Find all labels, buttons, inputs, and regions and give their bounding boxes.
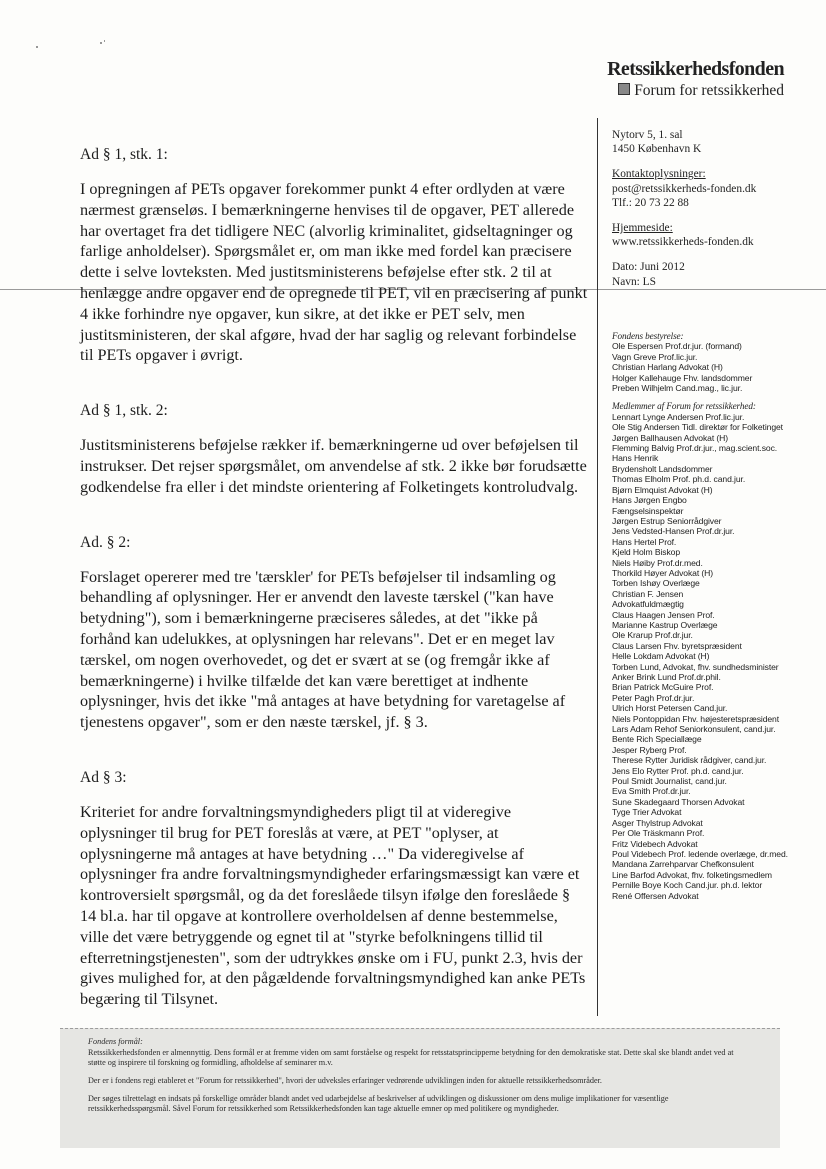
section-body: Kriteriet for andre forvaltningsmyndigheders pligt til at videregive oplysninger til brug for PET foreslås at være, at PET "oplyser, at oplysningerne må antages at have betydning …" Da videregivelse af oplysninger fra andre forvaltningsmyndigheder erfaringsmæssigt kan være et kontroversielt spørgsmål, og da det foreslåede tilsyn ifølge den foreslåede § 14 bl.a. har til opgave at kontrollere overholdelsen af denne bestemmelse, ville det være betryggende og egnet til at "styrke befolkningens tillid til efterretningstjenesten", som der udtrykkes ønske om i FU, punkt 2.3, hvis der gives mulighed for, at den pågældende forvaltningsmyndighed kan anke PETs begæring til Tilsynet. <box>80 802 586 1009</box>
member-entry: Niels Høiby Prof.dr.med. <box>612 557 703 568</box>
section-gap <box>80 733 590 769</box>
forum-group <box>612 401 817 901</box>
member-entry: Peter Pagh Prof.dr.jur. <box>612 692 695 703</box>
section-heading: Ad § 3: <box>80 768 127 786</box>
member-entry: Advokatfuldmægtig <box>612 599 684 610</box>
member-entry: Brian Patrick McGuire Prof. <box>612 682 714 693</box>
contact-label: Kontaktoplysninger: <box>612 168 706 181</box>
square-bullet-icon <box>618 83 630 95</box>
forum-members <box>612 412 817 901</box>
section-3 <box>80 534 590 733</box>
member-entry: Lars Adam Rehof Seniorkonsulent, cand.jur. <box>612 724 776 735</box>
member-entry: Vagn Greve Prof.lic.jur. <box>612 351 698 362</box>
board-list <box>612 331 817 909</box>
member-entry: Christian Harlang Advokat (H) <box>612 362 723 373</box>
member-entry: Mandana Zarrehparvar Chefkonsulent <box>612 859 754 870</box>
main-column <box>80 146 590 1010</box>
member-entry: Jens Vedsted-Hansen Prof.dr.jur. <box>612 526 735 537</box>
member-entry: Brydensholt Landsdommer <box>612 463 713 474</box>
member-entry: Preben Wilhjelm Cand.mag., lic.jur. <box>612 383 743 394</box>
member-entry: Jesper Ryberg Prof. <box>612 744 687 755</box>
date: Dato: Juni 2012 <box>612 261 685 274</box>
member-entry: Jørgen Estrup Seniorrådgiver <box>612 515 722 526</box>
member-entry: Christian F. Jensen <box>612 588 684 599</box>
contact-info <box>612 167 817 210</box>
footer-purpose <box>60 1028 780 1148</box>
member-entry: Kjeld Holm Biskop <box>612 547 681 558</box>
org-logo <box>607 58 784 100</box>
scan-speck <box>100 42 102 44</box>
member-entry: Anker Brink Lund Prof.dr.phil. <box>612 672 721 682</box>
member-entry: Fritz Videbech Advokat <box>612 838 698 849</box>
author-name: Navn: LS <box>612 275 656 288</box>
member-entry: Ole Krarup Prof.dr.jur. <box>612 630 693 641</box>
footer-paragraph: Retssikkerhedsfonden er almennyttig. Dens formål er at fremme viden om samt forståelse og respekt for retsstatsprincipperne betydning for den demokratiske stat. Dette skal ske blandt andet ved at støtte og inspirere til forskning og formidling, afholdelse af seminarer m.v. <box>88 1048 734 1067</box>
member-entry: Claus Haagen Jensen Prof. <box>612 609 715 620</box>
member-entry: Holger Kallehauge Fhv. landsdommer <box>612 372 753 383</box>
section-2 <box>80 402 590 497</box>
section-gap <box>80 366 590 402</box>
member-entry: Tyge Trier Advokat <box>612 807 682 818</box>
member-entry: Marianne Kastrup Overlæge <box>612 619 718 630</box>
member-entry: Bjørn Elmquist Advokat (H) <box>612 484 713 495</box>
member-entry: Therese Rytter Juridisk rådgiver, cand.jur. <box>612 755 767 766</box>
member-entry: Ulrich Horst Petersen Cand.jur. <box>612 703 728 714</box>
member-entry: Poul Videbech Prof. ledende overlæge, dr.med. <box>612 848 788 859</box>
address <box>612 128 817 156</box>
member-entry: Bente Rich Speciallæge <box>612 734 702 745</box>
member-entry: Niels Pontoppidan Fhv. højesteretspræsident <box>612 713 780 724</box>
member-entry: Torben Ishøy Overlæge <box>612 578 700 589</box>
email: post@retssikkerheds-fonden.dk <box>612 182 757 195</box>
column-divider <box>597 118 598 1016</box>
member-entry: Hans Jørgen Engbo <box>612 495 687 506</box>
member-entry: Asger Thylstrup Advokat <box>612 817 703 828</box>
member-entry: Lennart Lynge Andersen Prof.lic.jur. <box>612 411 745 422</box>
member-entry: Jørgen Ballhausen Advokat (H) <box>612 432 729 443</box>
member-entry: Claus Larsen Fhv. byretspræsident <box>612 640 742 651</box>
section-1 <box>80 146 590 366</box>
section-heading: Ad. § 2: <box>80 533 131 551</box>
org-name: Retssikkerhedsfonden <box>607 58 784 80</box>
section-body: Justitsministerens beføjelse rækker if. bemærkningerne ud over beføjelsen til instrukser. Det rejser spørgsmålet, om anvendelse af stk. 2 ikke bør forudsætte godkendelse fra eller i det mindste orientering af Folketingets kontroludvalg. <box>80 436 587 496</box>
footer-paragraph: Der er i fondens regi etableret et "Forum for retssikkerhed", hvori der udveksles erfaringer vedrørende udviklingen inden for aktuelle retssikkerhedsområder. <box>88 1076 602 1085</box>
member-entry: Flemming Balvig Prof.dr.jur., mag.scient.soc. <box>612 443 778 454</box>
member-entry: Thomas Elholm Prof. ph.d. cand.jur. <box>612 474 746 485</box>
address-line: Nytorv 5, 1. sal <box>612 129 683 141</box>
org-subtitle-text: Forum for retssikkerhed <box>634 82 784 99</box>
member-entry: Ole Stig Andersen Tidl. direktør for Folketinget <box>612 422 783 433</box>
section-heading: Ad § 1, stk. 2: <box>80 402 168 420</box>
member-entry: Line Barfod Advokat, fhv. folketingsmedlem <box>612 869 772 880</box>
scan-speck <box>36 46 38 48</box>
member-entry: Sune Skadegaard Thorsen Advokat <box>612 796 745 807</box>
footer-paragraph: Der søges tilrettelagt en indsats på forskellige områder blandt andet ved udarbejdelse af beskrivelser af udviklingen og diskussioner om dens mulige implikationer for væsentlige retssikkerhedsspørgsmål. Såvel Forum for retssikkerhed som Retssikkerhedsfonden kan tage aktuelle emner op med politikere og myndigheder. <box>88 1094 669 1113</box>
footer-title: Fondens formål: <box>88 1037 143 1046</box>
member-entry: René Offersen Advokat <box>612 890 699 901</box>
forum-title: Medlemmer af Forum for retssikkerhed: <box>612 401 756 412</box>
phone: Tlf.: 20 73 22 88 <box>612 196 689 209</box>
address-line: 1450 København K <box>612 143 702 156</box>
board-members <box>612 341 817 393</box>
member-entry: Pernille Boye Koch Cand.jur. ph.d. lektor <box>612 880 763 891</box>
member-entry: Per Ole Träskmann Prof. <box>612 828 705 839</box>
section-gap <box>80 498 590 534</box>
homepage-label: Hjemmeside: <box>612 222 673 235</box>
member-entry: Hans Henrik <box>612 453 659 464</box>
scan-speck <box>104 40 105 42</box>
homepage-info <box>612 221 817 249</box>
section-body: Forslaget opererer med tre 'tærskler' for PETs beføjelser til indsamling og behandling af oplysninger. Her er anvendt den laveste tærskel ("kan have betydning"), som i bemærkningerne præciseres således, at det "ikke på forhånd kan udelukkes, at oplysningen har relevans". Det er en meget lav tærskel, om nogen overhovedet, og det er svært at se (og fremgår ikke af bemærkningerne) i hvilke tilfælde det kan være berettiget at indhente oplysninger, hvis det ikke "må antages at have betydning for varetagelse af tjenestens opgaver", som er den næste tærskel, jf. § 3. <box>80 567 566 732</box>
section-4 <box>80 769 590 1010</box>
member-entry: Torben Lund, Advokat, fhv. sundhedsminister <box>612 661 779 672</box>
contact-block <box>612 128 817 289</box>
member-entry: Fængselsinspektør <box>612 505 684 516</box>
section-heading: Ad § 1, stk. 1: <box>80 146 168 163</box>
member-entry: Hans Hertel Prof. <box>612 536 677 547</box>
member-entry: Jens Elo Rytter Prof. ph.d. cand.jur. <box>612 765 744 776</box>
homepage: www.retssikkerheds-fonden.dk <box>612 236 754 249</box>
board-title: Fondens bestyrelse: <box>612 331 684 341</box>
section-body: I opregningen af PETs opgaver forekommer punkt 4 efter ordlyden at være nærmest grænseløs. I bemærkningerne henvises til de opgaver, PET allerede har overtaget fra det tidligere NEC (alvorlig kriminalitet, gidseltagninger og farlige anholdelser). Spørgsmålet er, om man ikke med fordel kan præcisere dette i selve lovteksten. Med justitsministerens beføjelse efter stk. 2 til at henlægge andre opgaver end de opregnede til PET, vil en præcisering af punkt 4 ikke forhindre nye opgaver, kun sikre, at det ikke er PET selv, men justitsministeren, der skal afgøre, hvad der har saglig og relevant forbindelse til PETs opgaver i øvrigt. <box>80 180 588 365</box>
member-entry: Poul Smidt Journalist, cand.jur. <box>612 776 727 787</box>
member-entry: Thorkild Høyer Advokat (H) <box>612 567 714 578</box>
member-entry: Helle Lokdam Advokat (H) <box>612 651 710 662</box>
board-group <box>612 331 817 393</box>
org-subtitle <box>607 82 784 100</box>
member-entry: Ole Espersen Prof.dr.jur. (formand) <box>612 341 742 352</box>
member-entry: Eva Smith Prof.dr.jur. <box>612 786 691 797</box>
